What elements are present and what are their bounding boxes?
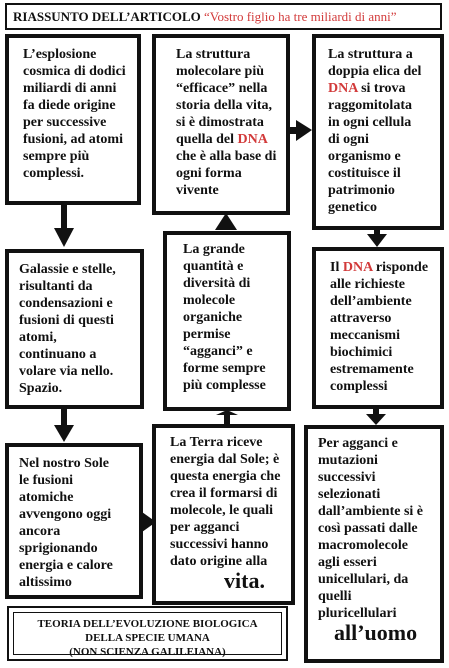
box-dna-response-text-b: risponde alle richieste dell’ambiente attraverso meccanismi biochimici estremamente complessi: [330, 260, 429, 394]
box-big-bang-text: L’esplosione cosmica di dodici miliardi di anni fa diede origine per successive fusioni, ad atomi sempre più complessi.: [23, 47, 126, 181]
footer-text: TEORIA DELL’EVOLUZIONE BIOLOGICA DELLA SPECIE UMANA (NON SCIENZA GALILEIANA): [13, 612, 282, 655]
arrow-up-1: [216, 410, 238, 424]
footer-caption: [7, 606, 288, 661]
vita-label: vita.: [224, 568, 265, 593]
arrow-down-3: [367, 230, 387, 247]
arrow-right-2: [290, 120, 312, 141]
box-double-helix-text-a: La struttura a doppia elica del: [328, 47, 422, 79]
box-galaxies-text: Galassie e stelle, risultanti da condensazioni e fusioni di questi atomi, continuano a volare via nello. Spazio.: [19, 262, 116, 396]
dna-label: DNA: [237, 132, 268, 147]
box-dna-response-text-a: Il: [330, 260, 343, 275]
box-sun-text: Nel nostro Sole le fusioni atomiche avvengono oggi ancora sprigionando energia e calore altissimo: [19, 456, 113, 590]
box-organic-molecules-text: La grande quantità e diversità di molecole organiche permise “agganci” e forme sempre più complesse: [183, 242, 266, 393]
arrow-down-2: [54, 409, 74, 442]
title-text: RIASSUNTO DELL’ARTICOLO: [13, 9, 201, 24]
arrow-down-4: [366, 409, 386, 425]
arrow-down-1: [54, 205, 74, 247]
box-earth-energy-text: La Terra riceve energia dal Sole; è questa energia che crea il formarsi di molecole, le quali per agganci successivi hanno dato origine alla: [170, 435, 281, 569]
uomo-label: all’uomo: [334, 620, 418, 645]
dna-label: DNA: [328, 81, 358, 96]
box-dna-structure-text-a: La struttura molecolare più “efficace” nella storia della vita, si è dimostrata quella del: [176, 47, 273, 147]
box-evolution-text: Per agganci e mutazioni successivi selezionati dall’ambiente si è così passati dalle macromolecole agli esseri unicellulari, da quelli pluricellulari: [318, 436, 423, 621]
box-double-helix-text-b: si trova raggomitolata in ogni cellula di ogni organismo e costituisce il patrimonio genetico: [328, 81, 412, 215]
article-subtitle: “Vostro figlio ha tre miliardi di anni”: [204, 9, 397, 24]
dna-label: DNA: [342, 260, 373, 275]
arrow-up-2: [215, 213, 237, 230]
box-dna-structure-text-b: che è alla base di ogni forma vivente: [176, 149, 277, 198]
arrow-right-1: [142, 512, 156, 532]
